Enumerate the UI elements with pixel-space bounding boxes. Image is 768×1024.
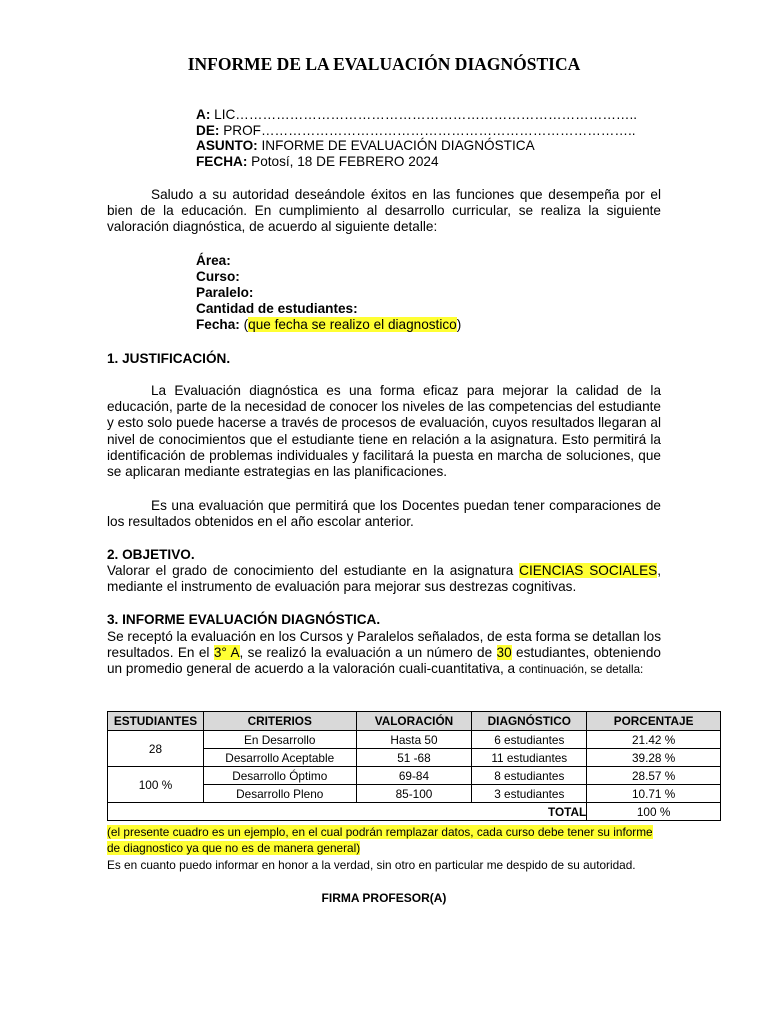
justification-paragraph-2: Es una evaluación que permitirá que los Docentes puedan tener comparaciones de los resultados obtenidos en el año escolar anterior. <box>107 498 661 530</box>
memo-header <box>196 107 637 169</box>
header-estudiantes: ESTUDIANTES <box>108 712 204 731</box>
header-date: FECHA: Potosí, 18 DE FEBRERO 2024 <box>196 153 439 169</box>
table-total-row <box>108 803 721 821</box>
total-label: TOTAL <box>108 803 587 821</box>
number-highlight: 30 <box>496 645 512 661</box>
example-note: (el presente cuadro es un ejemplo, en el cual podrán remplazar datos, cada curso debe tener su informe de diagnostico ya que no es de manera general) <box>107 825 653 855</box>
table-row: Desarrollo Aceptable 51 -68 11 estudiantes 39.28 % <box>108 749 721 767</box>
subject-highlight: CIENCIAS SOCIALES <box>519 563 658 578</box>
justification-paragraph-1: La Evaluación diagnóstica es una forma eficaz para mejorar la calidad de la educación, parte de la necesidad de conocer los niveles de las competencias del estudiante y esto solo puede hacerse a través de procesos de evaluación, cuyos resultados llegaran al nivel de conocimientos que el estudiante tiene en relación a la asignatura. Esto permitirá la identificación de problemas individuales y facilitará la puesta en marcha de soluciones, que se aplicaran mediante estrategias en las planificaciones. <box>107 383 661 480</box>
section-1-heading: 1. JUSTIFICACIÓN. <box>107 351 231 366</box>
header-valoracion: VALORACIÓN <box>356 712 472 731</box>
table-row: 28 En Desarrollo Hasta 50 6 estudiantes 21.42 % <box>108 731 721 749</box>
report-paragraph: Se receptó la evaluación en los Cursos y Paralelos señalados, de esta forma se detallan los resultados. En el 3° A, se realizó la evaluación a un número de 30 estudiantes, obteniendo un promedio general de acuerdo a la valoración cuali-cuantitativa, a continuación, se detalla: <box>107 629 661 677</box>
section-3-heading: 3. INFORME EVALUACIÓN DIAGNÓSTICA. <box>107 612 381 627</box>
signature-label: FIRMA PROFESOR(A) <box>321 891 447 905</box>
table-row: Desarrollo Pleno 85-100 3 estudiantes 10.71 % <box>108 785 721 803</box>
header-porcentaje: PORCENTAJE <box>587 712 721 731</box>
field-area: Área: <box>196 253 231 268</box>
table-header-row <box>108 712 721 731</box>
students-count-cell: 28 <box>108 731 204 767</box>
closing-text: Es en cuanto puedo informar en honor a la verdad, sin otro en particular me despido de su autoridad. <box>107 858 636 872</box>
field-paralelo: Paralelo: <box>196 285 254 300</box>
total-value: 100 % <box>587 803 721 821</box>
intro-paragraph: Saludo a su autoridad deseándole éxitos en las funciones que desempeña por el bien de la educación. En cumplimiento al desarrollo curricular, se realiza la siguiente valoración diagnóstica, de acuerdo al siguiente detalle: <box>107 187 661 235</box>
field-curso: Curso: <box>196 269 240 284</box>
table-row: 100 % Desarrollo Óptimo 69-84 8 estudiantes 28.57 % <box>108 767 721 785</box>
header-from: DE: PROF……………………………………………………………………….. <box>196 122 636 138</box>
document-title: INFORME DE LA EVALUACIÓN DIAGNÓSTICA <box>187 54 581 74</box>
results-table <box>107 711 721 821</box>
header-criterios: CRITERIOS <box>203 712 356 731</box>
header-diagnostico: DIAGNÓSTICO <box>472 712 587 731</box>
field-cantidad: Cantidad de estudiantes: <box>196 301 358 316</box>
students-percent-cell: 100 % <box>108 767 204 803</box>
objective-paragraph: Valorar el grado de conocimiento del estudiante en la asignatura CIENCIAS SOCIALES, mediante el instrumento de evaluación para mejorar sus destrezas cognitivas. <box>107 563 661 595</box>
section-2-heading: 2. OBJETIVO. <box>107 547 195 562</box>
field-fecha: Fecha: (que fecha se realizo el diagnostico) <box>196 317 462 332</box>
header-to: A: LIC…………………………………………………………………………….. <box>196 107 638 122</box>
detail-fields <box>196 253 461 333</box>
course-highlight: 3° A <box>213 645 240 661</box>
header-subject: ASUNTO: INFORME DE EVALUACIÓN DIAGNÓSTICA <box>196 138 535 153</box>
fecha-highlight: que fecha se realizo el diagnostico <box>248 317 457 332</box>
